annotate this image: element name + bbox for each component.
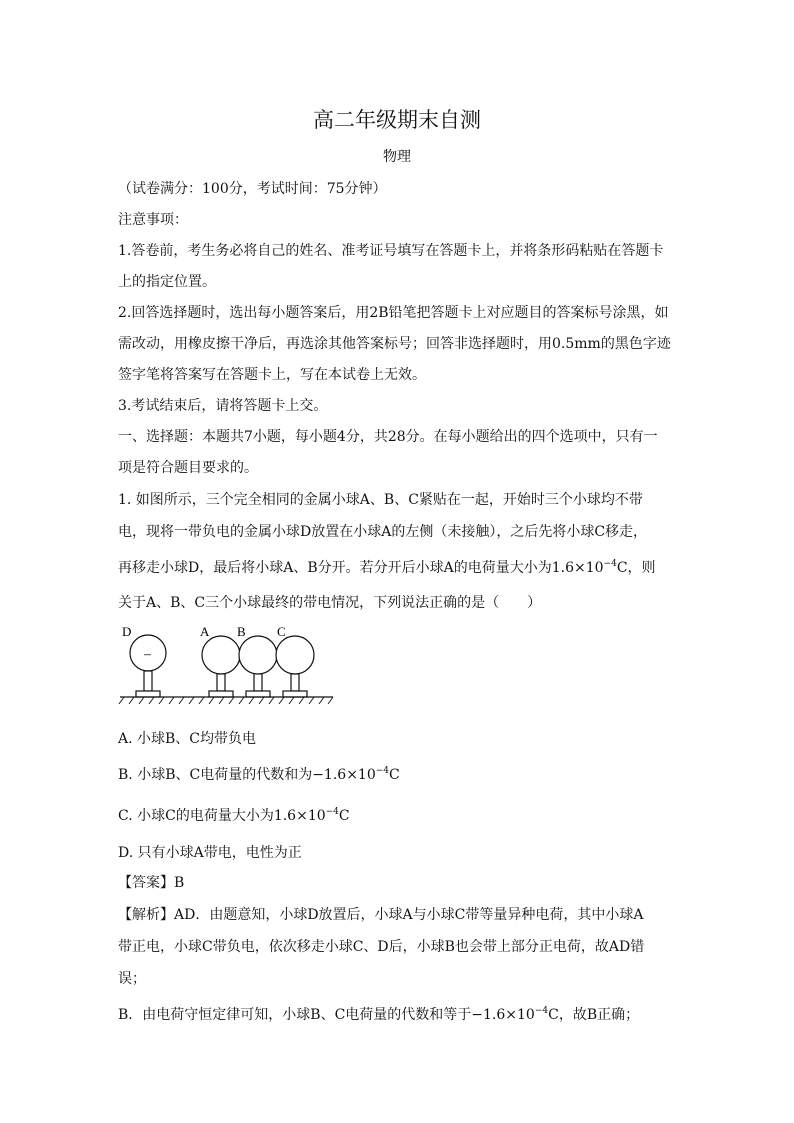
note-line: 3.考试结束后，请将答题卡上交。 — [118, 398, 328, 414]
stand-c — [291, 673, 299, 691]
base-c — [283, 691, 307, 697]
base-d — [136, 691, 160, 697]
sphere-c — [276, 636, 314, 674]
sphere-a — [202, 636, 240, 674]
option-a: A. 小球B、C均带负电 — [118, 731, 257, 747]
stand-d — [144, 671, 152, 691]
notes-heading: 注意事项： — [118, 212, 188, 228]
option-d: D. 只有小球A带电，电性为正 — [118, 845, 302, 861]
label-a: A — [200, 624, 210, 639]
charge-value: $1.6\times 10^{-4}C$ — [273, 807, 350, 824]
question-text: 关于A、B、C三个小球最终的带电情况，下列说法正确的是（ ） — [118, 595, 542, 611]
explanation-line: 误； — [118, 971, 146, 987]
question-text: 再移走小球D，最后将小球A、B分开。若分开后小球A的电荷量大小为$1.6\times 10^{-4}C$，则 — [118, 559, 656, 576]
question-text: 1. 如图所示，三个完全相同的金属小球A、B、C紧贴在一起，开始时三个小球均不带 — [118, 492, 643, 508]
explanation-line: 带正电，小球C带负电，依次移走小球C、D后，小球B也会带上部分正电荷，故AD错 — [118, 939, 645, 955]
option-c: C. 小球C的电荷量大小为$1.6\times 10^{-4}C$ — [118, 807, 350, 824]
exam-info: （试卷满分：100分，考试时间：75分钟） — [118, 181, 387, 197]
d-charge-sign: – — [144, 647, 151, 662]
subject-heading: 物理 — [383, 149, 411, 165]
note-line: 2.回答选择题时，选出每小题答案后，用2B铅笔把答题卡上对应题目的答案标号涂黑，如 — [118, 305, 669, 321]
charge-value: $1.6\times 10^{-4}C$ — [551, 559, 628, 576]
section-heading: 一、选择题：本题共7小题，每小题4分，共28分。在每小题给出的四个选项中，只有一 — [118, 429, 658, 445]
note-line: 上的指定位置。 — [118, 274, 216, 290]
note-line: 需改动，用橡皮擦干净后，再选涂其他答案标号；回答非选择题时，用0.5mm的黑色字迹 — [118, 336, 671, 352]
answer: 【答案】B — [118, 875, 185, 891]
option-b: B. 小球B、C电荷量的代数和为$-1.6\times 10^{-4}C$ — [118, 766, 400, 783]
base-a — [209, 691, 233, 697]
section-heading-cont: 项是符合题目要求的。 — [118, 460, 258, 476]
stand-b — [254, 673, 262, 691]
base-b — [246, 691, 270, 697]
label-b: B — [237, 624, 246, 639]
explanation-line: B．由电荷守恒定律可知，小球B、C电荷量的代数和等于$-1.6\times 10^{-4}C$，故B正确； — [118, 1006, 640, 1023]
note-line: 1.答卷前，考生务必将自己的姓名、准考证号填写在答题卡上，并将条形码粘贴在答题卡 — [118, 243, 664, 259]
explanation: 【解析】AD．由题意知，小球D放置后，小球A与小球C带等量异种电荷，其中小球A — [118, 907, 644, 923]
label-d: D — [122, 624, 132, 639]
note-line: 签字笔将答案写在答题卡上，写在本试卷上无效。 — [118, 367, 426, 383]
label-c: C — [277, 624, 286, 639]
charge-value: $-1.6\times 10^{-4}C$ — [471, 1006, 559, 1023]
charge-spheres-diagram — [118, 622, 338, 716]
ground-hatch — [119, 697, 333, 704]
stand-a — [217, 673, 225, 691]
question-text: 电，现将一带负电的金属小球D放置在小球A的左侧（未接触），之后先将小球C移走， — [118, 524, 648, 540]
sphere-b — [239, 636, 277, 674]
charge-value: $-1.6\times 10^{-4}C$ — [312, 766, 400, 783]
page-title: 高二年级期末自测 — [313, 108, 481, 132]
